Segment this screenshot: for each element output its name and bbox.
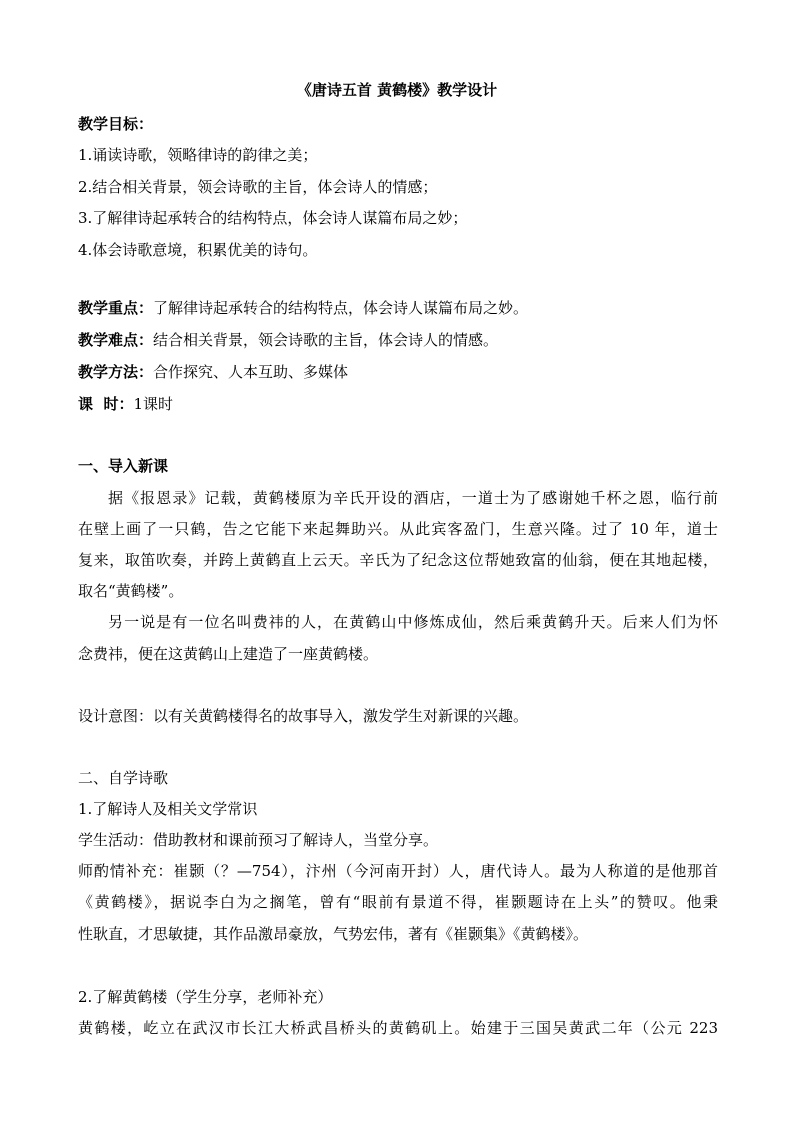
paragraph-line: 复来，取笛吹奏，并跨上黄鹤直上云天。辛氏为了纪念这位帮她致富的仙翁，便在其地起楼， bbox=[78, 551, 718, 569]
hours-label: 课 时： bbox=[78, 395, 134, 413]
objective-item: 3.了解律诗起承转合的结构特点，体会诗人谋篇布局之妙； bbox=[78, 209, 468, 227]
paragraph-line: 黄鹤楼，屹立在武汉市长江大桥武昌桥头的黄鹤矶上。始建于三国吴黄武二年（公元 223 bbox=[78, 1019, 718, 1037]
paragraph-line: 取名“黄鹤楼”。 bbox=[78, 582, 184, 600]
objectives-heading: 教学目标： bbox=[78, 115, 154, 133]
hours bbox=[78, 394, 718, 414]
section1-heading: 一、导入新课 bbox=[78, 457, 169, 475]
difficulty bbox=[78, 330, 718, 350]
method bbox=[78, 362, 718, 382]
method-text: 合作探究、人本互助、多媒体 bbox=[153, 363, 349, 381]
paragraph-line: 念费祎，便在这黄鹤山上建造了一座黄鹤楼。 bbox=[78, 645, 379, 663]
student-activity: 学生活动：借助教材和课前预习了解诗人，当堂分享。 bbox=[78, 831, 439, 849]
paragraph-line: 性耿直，才思敏捷，其作品激昂豪放，气势宏伟，著有《崔颢集》《黄鹤楼》。 bbox=[78, 925, 589, 943]
section2-heading: 二、自学诗歌 bbox=[78, 769, 169, 787]
difficulty-text: 结合相关背景，领会诗歌的主旨，体会诗人的情感。 bbox=[153, 331, 499, 349]
paragraph-line: 在壁上画了一只鹤，告之它能下来起舞助兴。从此宾客盈门，生意兴隆。过了 10 年，道士 bbox=[78, 520, 718, 538]
key-point-text: 了解律诗起承转合的结构特点，体会诗人谋篇布局之妙。 bbox=[153, 299, 529, 317]
design-intent: 设计意图：以有关黄鹤楼得名的故事导入，激发学生对新课的兴趣。 bbox=[78, 707, 529, 725]
subsection-heading: 2.了解黄鹤楼（学生分享，老师补充） bbox=[78, 988, 333, 1006]
subsection-heading: 1.了解诗人及相关文学常识 bbox=[78, 800, 258, 818]
paragraph-line: 师酌情补充：崔颢（？—754），汴州（今河南开封）人，唐代诗人。最为人称道的是他那首 bbox=[78, 862, 718, 880]
method-label: 教学方法： bbox=[78, 363, 154, 381]
key-point bbox=[78, 298, 718, 318]
objective-item: 2.结合相关背景，领会诗歌的主旨，体会诗人的情感； bbox=[78, 178, 438, 196]
paragraph-line: 据《报恩录》记载，黄鹤楼原为辛氏开设的酒店，一道士为了感谢她千杯之恩，临行前 bbox=[108, 489, 718, 507]
objective-item: 1.诵读诗歌，领略律诗的韵律之美； bbox=[78, 146, 318, 164]
paragraph-line: 《黄鹤楼》，据说李白为之搁笔，曾有“眼前有景道不得，崔颢题诗在上头”的赞叹。他秉 bbox=[78, 893, 718, 911]
paragraph-line: 另一说是有一位名叫费祎的人，在黄鹤山中修炼成仙，然后乘黄鹤升天。后来人们为怀 bbox=[108, 613, 718, 631]
page-title: 《唐诗五首 黄鹤楼》教学设计 bbox=[296, 81, 498, 99]
objective-item: 4.体会诗歌意境，积累优美的诗句。 bbox=[78, 241, 318, 259]
difficulty-label: 教学难点： bbox=[78, 331, 154, 349]
key-point-label: 教学重点： bbox=[78, 299, 154, 317]
hours-text: 1课时 bbox=[133, 395, 173, 413]
